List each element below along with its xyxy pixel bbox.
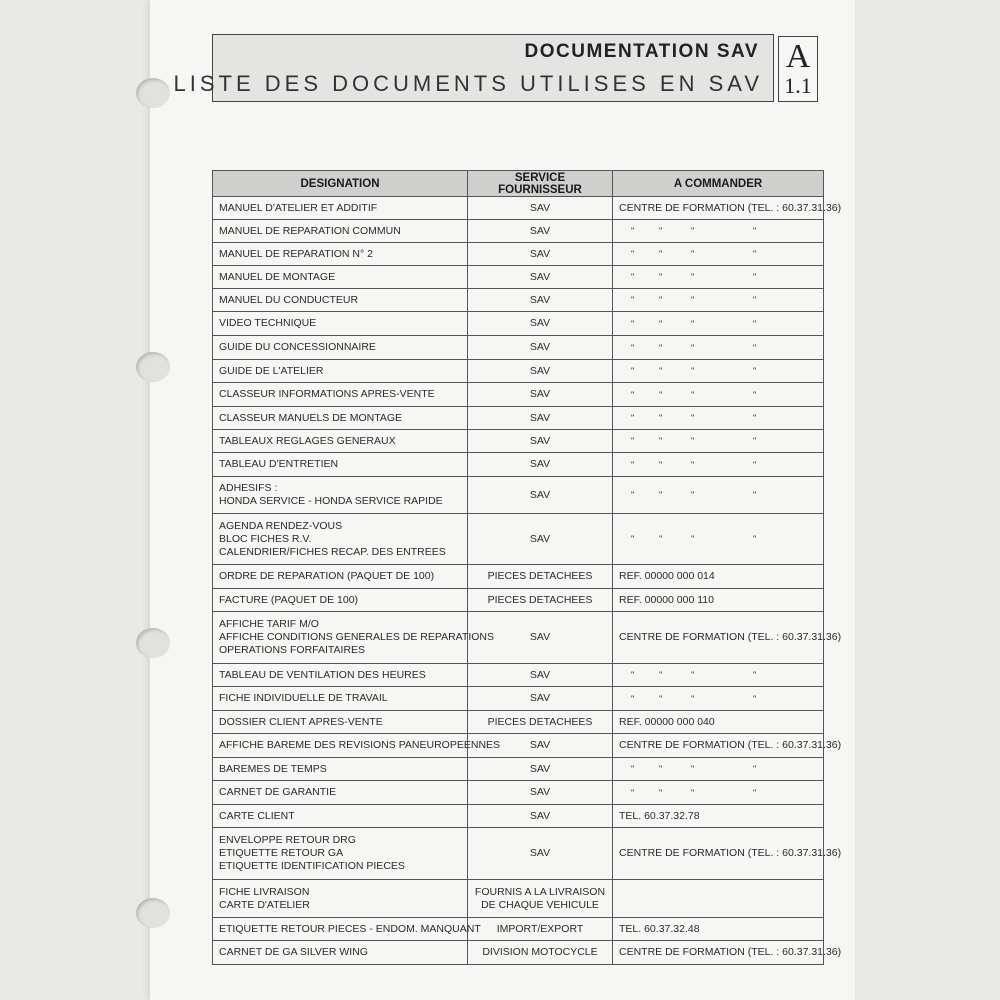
ditto-mark: " <box>631 534 635 544</box>
cell-commander <box>613 360 824 383</box>
cell-commander <box>613 453 824 477</box>
designation-line: GUIDE DU CONCESSIONNAIRE <box>219 341 376 353</box>
ditto-mark: " <box>631 413 635 423</box>
ditto-mark: " <box>753 459 757 470</box>
ditto-mark: " <box>691 318 695 329</box>
cell-service <box>468 918 613 941</box>
ditto-mark: " <box>659 490 663 500</box>
cell-designation <box>213 243 468 266</box>
ditto-mark: " <box>659 693 663 704</box>
cell-service <box>468 477 613 514</box>
service-line: SAV <box>529 341 551 353</box>
cell-designation <box>213 453 468 477</box>
ditto-mark: " <box>691 693 695 704</box>
cell-designation <box>213 197 468 220</box>
designation-line: AFFICHE CONDITIONS GENERALES DE REPARATIONS <box>219 631 494 643</box>
column-header-service: SERVICE FOURNISSEUR <box>468 171 613 197</box>
commander-text: CENTRE DE FORMATION (TEL. : 60.37.31.36) <box>619 739 842 751</box>
ditto-mark: " <box>691 764 695 774</box>
service-line: FOURNIS A LA LIVRAISON <box>474 885 606 898</box>
designation-line: TABLEAU DE VENTILATION DES HEURES <box>219 668 426 681</box>
cell-service <box>468 360 613 383</box>
ditto-mark: " <box>691 436 695 446</box>
ditto-marks <box>619 271 817 283</box>
cell-commander <box>613 589 824 612</box>
ditto-mark: " <box>753 693 757 704</box>
table-body <box>213 197 842 965</box>
cell-designation <box>213 781 468 805</box>
service-line: IMPORT/EXPORT <box>496 922 584 935</box>
designation-line: ETIQUETTE RETOUR PIECES - ENDOM. MANQUANT <box>219 922 481 935</box>
cell-designation <box>213 664 468 687</box>
designation-line: FACTURE (PAQUET DE 100) <box>219 593 359 606</box>
ditto-mark: " <box>631 226 635 236</box>
cell-designation <box>213 220 468 243</box>
service-line: SAV <box>529 668 551 681</box>
service-line: SAV <box>529 762 551 775</box>
cell-designation <box>213 289 468 312</box>
header-banner <box>173 34 774 102</box>
cell-designation <box>213 383 468 407</box>
ditto-marks <box>619 318 817 330</box>
table-row <box>213 312 824 336</box>
commander-text: REF. 00000 000 014 <box>619 570 715 582</box>
table-row <box>213 266 824 289</box>
ditto-mark: " <box>659 295 663 305</box>
table-row <box>213 360 824 383</box>
ditto-mark: " <box>659 389 663 400</box>
ditto-mark: " <box>631 295 635 305</box>
cell-designation <box>213 266 468 289</box>
cell-commander <box>613 289 824 312</box>
cell-designation <box>213 711 468 734</box>
table-row <box>213 880 824 918</box>
cell-commander <box>613 918 824 941</box>
ditto-mark: " <box>753 670 757 680</box>
cell-commander <box>613 266 824 289</box>
service-line: SAV <box>529 532 551 545</box>
designation-line: CARNET DE GARANTIE <box>219 786 337 798</box>
commander-text: CENTRE DE FORMATION (TEL. : 60.37.31.36) <box>619 201 842 214</box>
cell-service <box>468 828 613 880</box>
ditto-marks <box>619 225 817 237</box>
service-line: SAV <box>529 411 551 424</box>
cell-commander <box>613 880 824 918</box>
designation-line: ETIQUETTE RETOUR GA <box>219 847 344 859</box>
ditto-mark: " <box>753 272 757 282</box>
cell-service <box>468 514 613 565</box>
cell-commander <box>613 243 824 266</box>
cell-designation <box>213 880 468 918</box>
ditto-marks <box>619 533 817 545</box>
service-line: SAV <box>529 786 551 798</box>
cell-service <box>468 687 613 711</box>
ditto-mark: " <box>631 249 635 259</box>
designation-line: CALENDRIER/FICHES RECAP. DES ENTREES <box>219 545 446 558</box>
cell-service <box>468 336 613 360</box>
service-line: SAV <box>529 224 551 237</box>
table-row <box>213 781 824 805</box>
ditto-mark: " <box>631 318 635 329</box>
table-row <box>213 805 824 828</box>
ditto-mark: " <box>753 764 757 774</box>
cell-service <box>468 880 613 918</box>
cell-designation <box>213 514 468 565</box>
service-line: SAV <box>529 434 551 447</box>
cell-commander <box>613 477 824 514</box>
designation-line: MANUEL DU CONDUCTEUR <box>219 293 359 306</box>
cell-designation <box>213 312 468 336</box>
ditto-mark: " <box>753 389 757 400</box>
cell-commander <box>613 781 824 805</box>
service-line: DE CHAQUE VEHICULE <box>481 898 599 911</box>
ditto-mark: " <box>631 693 635 704</box>
cell-designation <box>213 430 468 453</box>
designation-line: ORDRE DE REPARATION (PAQUET DE 100) <box>219 570 435 582</box>
cell-service <box>468 758 613 781</box>
service-line: PIECES DETACHEES <box>487 715 593 728</box>
table-row <box>213 453 824 477</box>
designation-line: TABLEAU D'ENTRETIEN <box>219 458 339 470</box>
ditto-mark: " <box>753 366 757 376</box>
cell-service <box>468 312 613 336</box>
table-row <box>213 612 824 664</box>
service-line: SAV <box>529 809 551 822</box>
table-row <box>213 514 824 565</box>
cell-service <box>468 711 613 734</box>
cell-commander <box>613 197 842 220</box>
designation-line: VIDEO TECHNIQUE <box>219 317 317 329</box>
ditto-mark: " <box>659 436 663 446</box>
ditto-marks <box>619 787 817 799</box>
cell-designation <box>213 589 468 612</box>
ditto-marks <box>619 669 817 681</box>
section-number: 1.1 <box>784 73 812 98</box>
cell-commander <box>613 612 842 664</box>
cell-commander <box>613 383 824 407</box>
designation-line: MANUEL DE MONTAGE <box>219 270 336 283</box>
ditto-marks <box>619 389 817 401</box>
column-header-designation: DESIGNATION <box>213 171 468 197</box>
cell-commander <box>613 514 824 565</box>
ditto-mark: " <box>631 787 635 798</box>
ditto-mark: " <box>691 670 695 680</box>
ditto-mark: " <box>659 459 663 470</box>
ditto-mark: " <box>691 389 695 400</box>
ditto-mark: " <box>753 413 757 423</box>
designation-line: ENVELOPPE RETOUR DRG <box>219 834 356 846</box>
commander-text: REF. 00000 000 110 <box>619 593 714 606</box>
cell-commander <box>613 687 824 711</box>
cell-service <box>468 407 613 430</box>
cell-commander <box>613 805 824 828</box>
ditto-mark: " <box>631 342 635 353</box>
designation-line: CARTE D'ATELIER <box>219 898 310 911</box>
binder-hole <box>136 898 170 928</box>
table-row <box>213 589 824 612</box>
ditto-mark: " <box>659 318 663 329</box>
ditto-mark: " <box>691 459 695 470</box>
cell-designation <box>213 941 468 965</box>
table-row <box>213 407 824 430</box>
ditto-mark: " <box>691 490 695 500</box>
ditto-marks <box>619 248 817 260</box>
documents-table <box>212 170 842 965</box>
cell-commander <box>613 941 842 965</box>
cell-designation <box>213 336 468 360</box>
commander-text: TEL. 60.37.32.48 <box>619 922 700 935</box>
cell-commander <box>613 336 824 360</box>
ditto-mark: " <box>753 534 757 544</box>
ditto-mark: " <box>691 249 695 259</box>
ditto-mark: " <box>659 249 663 259</box>
designation-line: FICHE LIVRAISON <box>219 885 310 898</box>
ditto-mark: " <box>753 318 757 329</box>
cell-commander <box>613 664 824 687</box>
designation-line: CLASSEUR INFORMATIONS APRES-VENTE <box>219 388 435 400</box>
cell-commander <box>613 734 842 758</box>
ditto-mark: " <box>659 787 663 798</box>
commander-text: CENTRE DE FORMATION (TEL. : 60.37.31.36) <box>619 847 842 859</box>
document-title: DOCUMENTATION SAV <box>524 41 759 62</box>
cell-service <box>468 220 613 243</box>
table-row <box>213 565 824 589</box>
binder-hole <box>136 78 170 108</box>
ditto-mark: " <box>631 670 635 680</box>
ditto-mark: " <box>659 534 663 544</box>
ditto-mark: " <box>753 226 757 236</box>
table-row <box>213 687 824 711</box>
document-subtitle: LISTE DES DOCUMENTS UTILISES EN SAV <box>173 71 763 96</box>
ditto-mark: " <box>691 787 695 798</box>
ditto-mark: " <box>691 342 695 353</box>
table-header-row <box>213 171 824 197</box>
designation-line: AFFICHE BAREME DES REVISIONS PANEUROPEENNES <box>219 739 501 751</box>
ditto-mark: " <box>631 436 635 446</box>
service-line: SAV <box>529 293 551 306</box>
designation-line: CLASSEUR MANUELS DE MONTAGE <box>219 411 403 424</box>
service-line: SAV <box>529 488 551 501</box>
ditto-mark: " <box>631 459 635 470</box>
designation-line: BAREMES DE TEMPS <box>219 762 327 775</box>
ditto-mark: " <box>753 342 757 353</box>
ditto-marks <box>619 459 817 471</box>
service-line: DIVISION MOTOCYCLE <box>482 946 598 958</box>
section-letter: A <box>785 38 811 75</box>
service-line: SAV <box>529 247 551 260</box>
table-row <box>213 197 824 220</box>
designation-line: MANUEL D'ATELIER ET ADDITIF <box>219 201 378 214</box>
ditto-marks <box>619 365 817 377</box>
service-line: SAV <box>529 270 551 283</box>
table-row <box>213 336 824 360</box>
ditto-mark: " <box>753 490 757 500</box>
cell-designation <box>213 477 468 514</box>
table-row <box>213 477 824 514</box>
ditto-marks <box>619 435 817 447</box>
cell-service <box>468 941 613 965</box>
service-line: SAV <box>529 201 551 214</box>
cell-service <box>468 664 613 687</box>
service-line: SAV <box>529 631 551 643</box>
cell-service <box>468 430 613 453</box>
cell-commander <box>613 407 824 430</box>
table-row <box>213 734 824 758</box>
cell-commander <box>613 430 824 453</box>
cell-designation <box>213 734 501 758</box>
table-row <box>213 711 824 734</box>
cell-commander <box>613 828 842 880</box>
designation-line: MANUEL DE REPARATION COMMUN <box>219 224 401 237</box>
designation-line: AFFICHE TARIF M/O <box>219 618 319 630</box>
cell-commander <box>613 565 824 589</box>
cell-commander <box>613 312 824 336</box>
service-line: PIECES DETACHEES <box>487 570 593 582</box>
cell-service <box>468 266 613 289</box>
cell-designation <box>213 828 468 880</box>
ditto-marks <box>619 693 817 705</box>
designation-line: MANUEL DE REPARATION N° 2 <box>219 247 373 260</box>
cell-designation <box>213 918 481 941</box>
cell-designation <box>213 360 468 383</box>
cell-service <box>468 289 613 312</box>
designation-line: BLOC FICHES R.V. <box>219 532 312 545</box>
ditto-mark: " <box>691 534 695 544</box>
designation-line: ETIQUETTE IDENTIFICATION PIECES <box>219 860 405 872</box>
ditto-mark: " <box>753 436 757 446</box>
ditto-mark: " <box>753 295 757 305</box>
cell-commander <box>613 711 824 734</box>
table-row <box>213 430 824 453</box>
ditto-mark: " <box>631 272 635 282</box>
ditto-mark: " <box>659 764 663 774</box>
table-row <box>213 918 824 941</box>
designation-line: CARNET DE GA SILVER WING <box>219 946 368 958</box>
commander-text: CENTRE DE FORMATION (TEL. : 60.37.31.36) <box>619 946 842 958</box>
cell-designation <box>213 687 468 711</box>
ditto-mark: " <box>659 366 663 376</box>
ditto-mark: " <box>691 272 695 282</box>
ditto-mark: " <box>691 295 695 305</box>
table-row <box>213 289 824 312</box>
cell-commander <box>613 220 824 243</box>
commander-text: REF. 00000 000 040 <box>619 715 715 728</box>
ditto-mark: " <box>691 226 695 236</box>
designation-line: AGENDA RENDEZ-VOUS <box>219 519 343 532</box>
service-line: SAV <box>529 317 551 329</box>
ditto-mark: " <box>753 249 757 259</box>
designation-line: GUIDE DE L'ATELIER <box>219 364 324 377</box>
ditto-marks <box>619 294 817 306</box>
ditto-marks <box>619 763 817 775</box>
cell-service <box>468 805 613 828</box>
designation-line: OPERATIONS FORFAITAIRES <box>219 644 366 656</box>
service-line: PIECES DETACHEES <box>487 593 593 606</box>
service-line: SAV <box>529 739 551 751</box>
designation-line: CARTE CLIENT <box>219 809 295 822</box>
cell-designation <box>213 805 468 828</box>
service-line: SAV <box>529 847 551 859</box>
cell-service <box>468 197 613 220</box>
ditto-mark: " <box>659 226 663 236</box>
cell-service <box>468 383 613 407</box>
ditto-mark: " <box>631 389 635 400</box>
ditto-mark: " <box>631 366 635 376</box>
ditto-marks <box>619 412 817 424</box>
ditto-mark: " <box>691 413 695 423</box>
cell-designation <box>213 612 494 664</box>
commander-text: TEL. 60.37.32.78 <box>619 809 700 822</box>
ditto-mark: " <box>659 413 663 423</box>
cell-commander <box>613 758 824 781</box>
service-line: SAV <box>529 364 551 377</box>
ditto-mark: " <box>659 670 663 680</box>
cell-designation <box>213 407 468 430</box>
table-row <box>213 758 824 781</box>
cell-designation <box>213 565 468 589</box>
service-line: SAV <box>529 388 551 400</box>
table-row <box>213 828 824 880</box>
ditto-mark: " <box>753 787 757 798</box>
designation-line: FICHE INDIVIDUELLE DE TRAVAIL <box>219 692 388 704</box>
binder-hole <box>136 352 170 382</box>
ditto-mark: " <box>631 764 635 774</box>
table-row <box>213 243 824 266</box>
ditto-mark: " <box>691 366 695 376</box>
cell-service <box>468 453 613 477</box>
ditto-mark: " <box>659 342 663 353</box>
binder-hole <box>136 628 170 658</box>
table-row <box>213 383 824 407</box>
column-header-commander: A COMMANDER <box>613 171 824 197</box>
table-row <box>213 941 824 965</box>
table-row <box>213 664 824 687</box>
cell-service <box>468 243 613 266</box>
commander-text: CENTRE DE FORMATION (TEL. : 60.37.31.36) <box>619 631 842 643</box>
ditto-mark: " <box>631 490 635 500</box>
ditto-marks <box>619 489 817 501</box>
designation-line: ADHESIFS : <box>219 482 278 494</box>
designation-line: TABLEAUX REGLAGES GENERAUX <box>219 434 396 447</box>
service-line: SAV <box>529 458 551 470</box>
cell-designation <box>213 758 468 781</box>
cell-service <box>468 781 613 805</box>
section-code <box>778 36 818 102</box>
cell-service <box>468 589 613 612</box>
ditto-mark: " <box>659 272 663 282</box>
designation-line: HONDA SERVICE - HONDA SERVICE RAPIDE <box>219 495 443 507</box>
service-line: SAV <box>529 692 551 704</box>
ditto-marks <box>619 342 817 354</box>
table-row <box>213 220 824 243</box>
designation-line: DOSSIER CLIENT APRES-VENTE <box>219 715 383 728</box>
cell-service <box>468 565 613 589</box>
